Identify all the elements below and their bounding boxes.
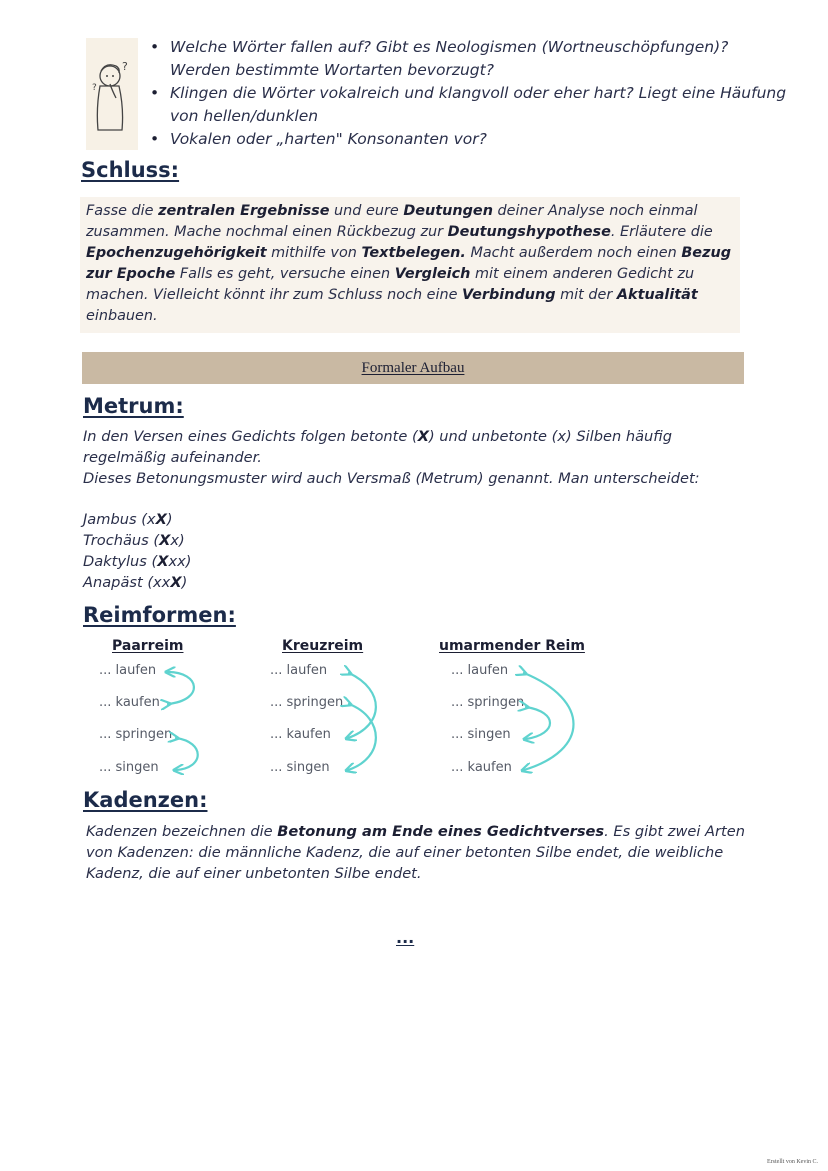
list-item: Daktylus (Xxx) — [83, 553, 192, 570]
author-footer: Erstellt von Kevin C. — [767, 1159, 818, 1165]
rhyme-word: ... springen — [99, 727, 173, 742]
umarmender-reim-arrow-inner — [526, 707, 550, 739]
paarreim-title: Paarreim — [112, 638, 184, 654]
list-item: • Welche Wörter fallen auf? Gibt es Neologismen (Wortneuschöpfungen)? Werden bestimmte Wortarten bevorzugt? — [148, 36, 788, 82]
umarmender-reim-title: umarmender Reim — [439, 638, 585, 654]
rhyme-word: ... singen — [270, 760, 330, 775]
rhyme-word: ... laufen — [451, 663, 509, 678]
list-item: Anapäst (xxX) — [83, 574, 188, 591]
rhyme-word: ... laufen — [99, 663, 157, 678]
rhyme-word: ... kaufen — [99, 695, 160, 710]
continuation-ellipsis: ... — [396, 928, 415, 947]
list-item: Jambus (xX) — [83, 511, 173, 528]
schluss-heading: Schluss: — [81, 158, 180, 182]
list-item: Trochäus (Xx) — [83, 532, 185, 549]
schluss-text: Fasse die zentralen Ergebnisse und eure Deutungen deiner Analyse noch einmal zusammen. Mache nochmal einen Rückbezug zur Deutungshypothese. Erläutere die Epochenzugehörigkeit mithilfe von Textbelegen. Macht außerdem noch einen Bezug zur Epoche Falls es geht, versuche einen Vergleich mit einem anderen Gedicht zu machen. Vielleicht könnt ihr zum Schluss noch eine Verbindung mit der Aktualität einbauen. — [86, 203, 731, 324]
kadenzen-text: Kadenzen bezeichnen die Betonung am Ende eines Gedichtverses. Es gibt zwei Arten von Kadenzen: die männliche Kadenz, die auf einer betonten Silbe endet, die weibliche Kadenz, die auf einer unbetonten Silbe endet. — [86, 823, 745, 882]
paarreim-arrow-2 — [176, 738, 198, 770]
rhyme-word: ... laufen — [270, 663, 328, 678]
kreuzreim-title: Kreuzreim — [282, 638, 364, 654]
rhyme-word: ... springen — [451, 695, 525, 710]
metrum-description: In den Versen eines Gedichts folgen betonte (X) und unbetonte (x) Silben häufig regelmäßig aufeinander. Dieses Betonungsmuster wird auch Versmaß (Metrum) genannt. Man unterscheidet: — [83, 428, 700, 487]
list-item: • Vokalen oder „harten" Konsonanten vor? — [148, 128, 788, 151]
reimformen-heading: Reimformen: — [83, 603, 236, 627]
kadenzen-heading: Kadenzen: — [83, 788, 208, 812]
section-banner-title: Formaler Aufbau — [361, 359, 465, 376]
rhyme-word: ... springen — [270, 695, 344, 710]
rhyme-word: ... kaufen — [451, 760, 512, 775]
rhyme-word: ... singen — [99, 760, 159, 775]
umarmender-reim-arrow-outer — [524, 673, 574, 770]
list-item: • Klingen die Wörter vokalreich und klangvoll oder eher hart? Liegt eine Häufung von hellen/dunklen — [148, 82, 788, 128]
rhyme-word: ... singen — [451, 727, 511, 742]
rhyme-word: ... kaufen — [270, 727, 331, 742]
svg-text:?: ? — [92, 83, 97, 93]
svg-text:?: ? — [122, 60, 128, 73]
paarreim-arrow-1 — [168, 672, 194, 704]
metrum-heading: Metrum: — [83, 394, 184, 418]
